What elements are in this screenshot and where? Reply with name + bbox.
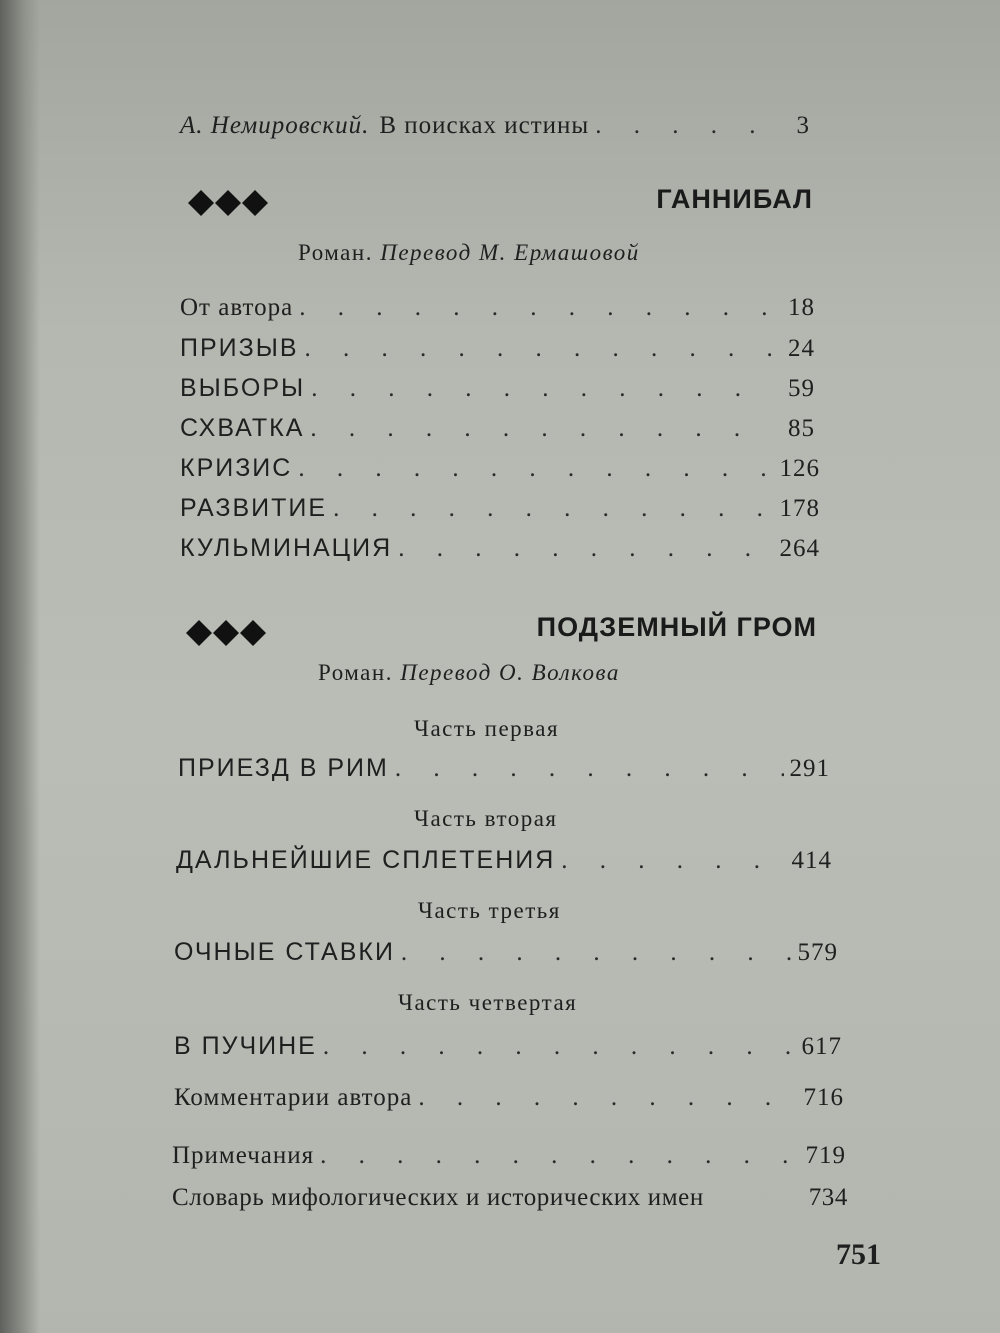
leader-dots — [323, 1033, 796, 1061]
book1-subtitle-prefix: Роман. — [298, 240, 373, 265]
toc-entry-label: КРИЗИС — [180, 454, 293, 482]
backmatter-label: Словарь мифологических и исторических имен — [172, 1184, 704, 1211]
part-title: ПРИЕЗД В РИМ — [178, 754, 389, 782]
backmatter-page: 719 — [805, 1142, 846, 1169]
toc-entry-label: РАЗВИТИЕ — [180, 494, 328, 522]
toc-entry-page: 178 — [779, 495, 820, 522]
part-page: 414 — [791, 847, 832, 874]
part-title: В ПУЧИНЕ — [174, 1032, 317, 1060]
toc-entry-label: ВЫБОРЫ — [180, 374, 306, 402]
part-page: 291 — [789, 755, 830, 782]
leader-dots — [305, 335, 773, 363]
toc-entry — [174, 1084, 844, 1112]
toc-entry — [174, 938, 838, 967]
toc-entry-page: 18 — [788, 294, 815, 321]
book1-subtitle — [298, 240, 640, 266]
book2-heading: ПОДЗЕМНЫЙ ГРОМ — [536, 612, 817, 642]
toc-entry — [180, 294, 815, 322]
backmatter-page: 716 — [803, 1084, 844, 1111]
leader-dots — [401, 939, 792, 967]
book2-subtitle — [318, 660, 620, 686]
toc-entry — [180, 334, 815, 363]
intro-page: 3 — [796, 112, 810, 139]
part-title: ДАЛЬНЕЙШИЕ СПЛЕТЕНИЯ — [176, 846, 556, 874]
toc-entry — [172, 1142, 846, 1170]
leader-dots — [298, 455, 773, 483]
leader-dots — [320, 1142, 799, 1170]
book1-heading: ГАННИБАЛ — [656, 184, 813, 214]
toc-entry-intro — [180, 112, 810, 140]
leader-dots — [311, 375, 773, 403]
toc-entry — [180, 374, 815, 403]
toc-entry-label: От автора — [180, 294, 294, 321]
gutter-shadow — [0, 0, 40, 1333]
toc-entry — [180, 494, 820, 523]
backmatter-label: Комментарии автора — [174, 1084, 413, 1111]
toc-entry — [174, 1032, 842, 1061]
backmatter-page: 734 — [808, 1184, 848, 1211]
leader-dots — [333, 495, 773, 523]
diamond-ornament-icon — [188, 190, 268, 216]
part-page: 579 — [797, 939, 838, 966]
toc-entry-page: 264 — [779, 535, 820, 562]
leader-dots — [310, 415, 773, 443]
part-label: Часть четвертая — [398, 990, 578, 1015]
toc-entry — [176, 846, 832, 875]
toc-entry-page: 126 — [779, 455, 820, 482]
part-label: Часть третья — [418, 898, 561, 923]
backmatter-label: Примечания — [172, 1142, 315, 1169]
toc-entry-page: 85 — [788, 415, 815, 442]
leader-dots — [299, 294, 773, 322]
toc-entry — [180, 454, 820, 483]
toc-entry — [180, 414, 815, 443]
toc-entry — [172, 1184, 848, 1212]
leader-dots — [595, 112, 768, 140]
toc-entry — [178, 754, 830, 783]
page-number: 751 — [836, 1238, 881, 1271]
toc-entry-page: 59 — [788, 375, 815, 402]
leader-dots — [395, 755, 784, 783]
book2-subtitle-translation: Перевод О. Волкова — [400, 660, 620, 685]
toc-entry-label: ПРИЗЫВ — [180, 334, 299, 362]
intro-author: А. Немировский. — [180, 112, 370, 139]
book2-subtitle-prefix: Роман. — [318, 660, 393, 685]
toc-entry — [180, 534, 820, 563]
toc-entry-label: КУЛЬМИНАЦИЯ — [180, 534, 393, 562]
toc-entry-page: 24 — [788, 335, 815, 362]
diamond-ornament-icon — [186, 620, 266, 646]
intro-title: В поисках истины — [379, 112, 590, 139]
leader-dots — [398, 535, 773, 563]
book1-subtitle-translation: Перевод М. Ермашовой — [380, 240, 640, 265]
toc-entry-label: СХВАТКА — [180, 414, 305, 442]
part-label: Часть вторая — [414, 806, 558, 831]
part-page: 617 — [801, 1033, 842, 1060]
leader-dots — [561, 847, 785, 875]
part-label: Часть первая — [414, 716, 560, 741]
leader-dots — [418, 1084, 797, 1112]
part-title: ОЧНЫЕ СТАВКИ — [174, 938, 395, 966]
